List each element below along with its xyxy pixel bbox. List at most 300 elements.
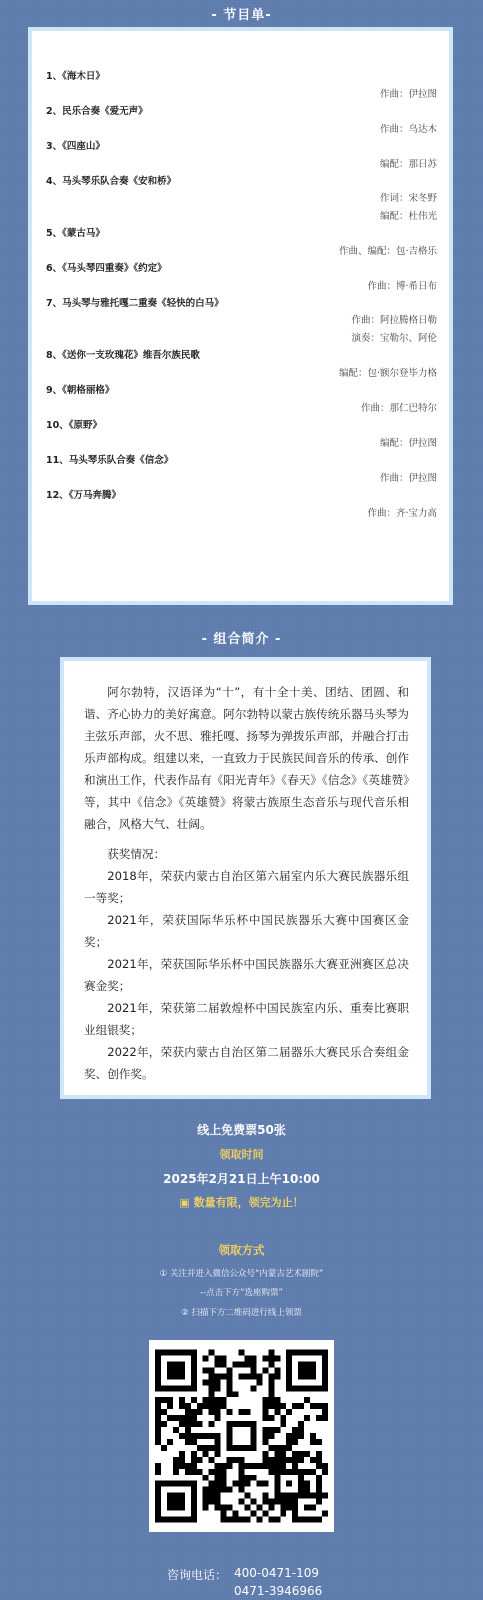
qr-module [250,1499,256,1505]
qr-module [274,1409,280,1415]
qr-code[interactable] [149,1340,334,1532]
qr-module [191,1451,197,1457]
qr-module [298,1427,304,1433]
qr-module [292,1439,298,1445]
qr-module [292,1511,298,1517]
qr-module [221,1397,227,1403]
qr-module [268,1427,274,1433]
qr-module [316,1439,322,1445]
program-item [46,139,437,174]
qr-module [203,1499,209,1505]
qr-module [274,1427,280,1433]
qr-module [215,1463,221,1469]
qr-module [233,1517,239,1523]
qr-module [268,1385,274,1391]
qr-module [215,1493,221,1499]
qr-code-icon [155,1346,328,1526]
qr-module [227,1517,233,1523]
qr-module [167,1415,173,1421]
qr-module [209,1487,215,1493]
program-item-title: 2、民乐合奏《爱无声》 [46,106,148,117]
qr-module [215,1397,221,1403]
qr-module [304,1451,310,1457]
program-item-credit: 作曲：齐·宝力高 [367,508,437,519]
qr-module [173,1415,179,1421]
qr-module [268,1457,274,1463]
qr-module [209,1367,215,1373]
qr-module [244,1409,250,1415]
qr-module [262,1403,268,1409]
qr-module [155,1427,161,1433]
intro-paragraph: 阿尔勃特，汉语译为“十”，有十全十美、团结、团圆、和谐、齐心协力的美好寓意。阿尔勃特以蒙古族传统乐器马头琴为主弦乐声部，火不思、雅托嘎、扬琴为弹拨乐声部，并融合打击乐声部构成。组建以来，一直致力于民族民间音乐的传承、创作和演出工作，代表作品有《阳光青年》《春天》《信念》《英雄赞》等，其中《信念》《英雄赞》将蒙古族原生态音乐与现代音乐相融合，风格大气、壮阔。 [84,685,409,831]
qr-module [268,1397,274,1403]
qr-module [262,1463,268,1469]
qr-module [197,1457,203,1463]
qr-module [250,1463,256,1469]
qr-module [227,1409,233,1415]
qr-module [268,1403,274,1409]
qr-module [227,1373,233,1379]
qr-module [268,1445,274,1451]
qr-module [209,1445,215,1451]
program-item [46,104,437,139]
qr-module [203,1487,209,1493]
qr-module [262,1367,268,1373]
qr-module [310,1433,316,1439]
program-item-title: 1、《海木日》 [46,71,105,82]
qr-module [209,1403,215,1409]
qr-module [215,1469,221,1475]
qr-module [268,1433,274,1439]
qr-module [185,1403,191,1409]
qr-module [250,1367,256,1373]
qr-module [239,1350,245,1356]
program-item-title: 6、《马头琴四重奏》《约定》 [46,263,167,274]
qr-module [298,1517,304,1523]
qr-module [292,1457,298,1463]
qr-module [304,1493,310,1499]
qr-module [221,1403,227,1409]
qr-module [268,1469,274,1475]
qr-module [322,1403,328,1409]
program-item [46,69,437,104]
qr-module [250,1475,256,1481]
qr-module [215,1355,221,1361]
qr-module [197,1403,203,1409]
qr-module [167,1397,173,1403]
qr-module [173,1463,179,1469]
qr-module [233,1511,239,1517]
qr-module [221,1355,227,1361]
program-item [46,348,437,383]
qr-module [173,1469,179,1475]
qr-module [250,1361,256,1367]
qr-module [209,1493,215,1499]
program-item-credit: 作曲：伊拉图 [379,89,437,100]
qr-module [316,1487,322,1493]
qr-module [316,1493,322,1499]
qr-module [215,1415,221,1421]
qr-module [286,1457,292,1463]
qr-module [197,1421,203,1427]
program-item-credit: 作曲：乌达木 [379,124,437,135]
program-item-title: 7、马头琴与雅托嘎二重奏《轻快的白马》 [46,298,224,309]
qr-module [173,1427,179,1433]
qr-module [304,1517,310,1523]
qr-module [155,1397,161,1403]
qr-module [179,1415,185,1421]
qr-module [191,1415,197,1421]
qr-module [191,1457,197,1463]
program-item-credit: 作词：宋冬野 [379,193,437,204]
qr-module [322,1409,328,1415]
qr-module [322,1463,328,1469]
qr-module [239,1481,245,1487]
program-item-title: 5、《蒙古马》 [46,228,105,239]
qr-module [250,1511,256,1517]
qr-module [239,1517,245,1523]
qr-module [185,1421,191,1427]
contact-phone-1[interactable]: 400-0471-109 [234,1566,320,1580]
qr-module [155,1409,161,1415]
qr-module [233,1361,239,1367]
qr-module [268,1517,274,1523]
qr-module [304,1397,310,1403]
qr-module [179,1451,185,1457]
qr-module [209,1469,215,1475]
qr-module [268,1350,274,1356]
program-item [46,174,437,226]
qr-module [215,1499,221,1505]
qr-module [203,1403,209,1409]
qr-module [209,1385,215,1391]
qr-module [262,1439,268,1445]
qr-module [262,1451,268,1457]
qr-module [280,1511,286,1517]
qr-module [268,1361,274,1367]
program-item [46,296,437,348]
program-item-credit: 作曲：伊拉图 [379,473,437,484]
ticket-time-value: 2025年2月21日上午10:00 [163,1172,320,1186]
program-item [46,488,437,523]
qr-module [227,1505,233,1511]
qr-module [268,1355,274,1361]
intro-heading: - 组合简介 - [201,632,282,647]
qr-module [203,1505,209,1511]
qr-module [209,1379,215,1385]
qr-module [274,1517,280,1523]
qr-module [215,1487,221,1493]
qr-module [155,1421,161,1427]
qr-module [262,1457,268,1463]
qr-module [244,1475,250,1481]
qr-module [179,1457,185,1463]
program-item [46,418,437,453]
qr-module [316,1475,322,1481]
program-item-credit: 作曲、编配：包·吉格乐 [338,246,437,257]
qr-module [250,1355,256,1361]
qr-module [233,1391,239,1397]
qr-module [203,1445,209,1451]
qr-module [215,1475,221,1481]
qr-module [292,1433,298,1439]
qr-module [268,1379,274,1385]
qr-module [185,1415,191,1421]
qr-module [227,1391,233,1397]
contact-phone-2[interactable]: 0471-3946966 [234,1584,323,1598]
qr-module [298,1421,304,1427]
qr-module [292,1463,298,1469]
qr-module [239,1475,245,1481]
qr-module [209,1350,215,1356]
qr-module [155,1415,161,1421]
qr-module [298,1433,304,1439]
qr-module [167,1403,173,1409]
program-item [46,453,437,488]
qr-module [221,1463,227,1469]
qr-module [227,1457,233,1463]
qr-module [286,1505,292,1511]
qr-module [256,1373,262,1379]
qr-module [274,1445,280,1451]
qr-module [274,1403,280,1409]
program-card [28,27,453,605]
program-item [46,226,437,261]
program-item-title: 10、《原野》 [46,420,102,431]
qr-module [209,1433,215,1439]
qr-module [221,1517,227,1523]
qr-module [256,1517,262,1523]
qr-module [239,1361,245,1367]
awards-label: 获奖情况： [107,847,166,861]
qr-module [268,1463,274,1469]
qr-module [286,1439,292,1445]
qr-module [244,1463,250,1469]
qr-module [185,1427,191,1433]
qr-module [244,1493,250,1499]
program-list [32,31,449,601]
qr-module [185,1469,191,1475]
qr-module [209,1421,215,1427]
qr-module [197,1445,203,1451]
qr-module [191,1409,197,1415]
ticket-step: ② 扫描下方二维码进行线上领票 [181,1308,302,1318]
qr-module [250,1385,256,1391]
ticket-headline: 线上免费票50张 [197,1123,286,1137]
qr-module [179,1421,185,1427]
qr-module [239,1499,245,1505]
qr-module [239,1469,245,1475]
qr-module [179,1433,185,1439]
qr-module [227,1367,233,1373]
qr-module [268,1415,274,1421]
qr-module [310,1505,316,1511]
qr-module [227,1385,233,1391]
qr-module [197,1469,203,1475]
qr-module [215,1481,221,1487]
qr-module [316,1403,322,1409]
qr-module [197,1433,203,1439]
qr-module [262,1355,268,1361]
ticket-method-label: 领取方式 [218,1243,265,1257]
award-item: 2021年，荣获国际华乐杯中国民族器乐大赛中国赛区金奖； [84,913,409,949]
qr-module [268,1373,274,1379]
qr-module [203,1433,209,1439]
qr-module [244,1355,250,1361]
qr-module [203,1451,209,1457]
qr-module [203,1475,209,1481]
qr-module [304,1415,310,1421]
qr-module [280,1463,286,1469]
qr-module [209,1499,215,1505]
qr-module [310,1469,316,1475]
qr-module [215,1451,221,1457]
program-item-title: 4、马头琴乐队合奏《安和桥》 [46,176,177,187]
qr-module [239,1373,245,1379]
program-item-credit: 编配：杜伟光 [379,211,437,222]
program-item-title: 8、《送你一支玫瑰花》维吾尔族民歌 [46,350,200,361]
award-item: 2021年，荣获国际华乐杯中国民族器乐大赛亚洲赛区总决赛金奖； [84,957,409,993]
qr-module [262,1499,268,1505]
qr-module [262,1415,268,1421]
qr-module [292,1403,298,1409]
ticket-step: --点击下方“选座购票” [200,1288,283,1298]
intro-card [60,657,431,1099]
qr-module [316,1451,322,1457]
qr-module [155,1433,161,1439]
qr-module [274,1373,280,1379]
qr-module [316,1415,322,1421]
qr-module [274,1397,280,1403]
qr-module [256,1505,262,1511]
qr-module [280,1403,286,1409]
qr-module [280,1451,286,1457]
qr-module [280,1415,286,1421]
qr-module [215,1505,221,1511]
qr-module [197,1409,203,1415]
qr-module [221,1373,227,1379]
contact-label: 咨询电话： [167,1568,228,1582]
ticket-step: ① 关注并进入微信公众号“内蒙古艺术剧院” [159,1269,324,1279]
qr-module [215,1385,221,1391]
qr-module [233,1481,239,1487]
qr-module [221,1361,227,1367]
qr-module [215,1403,221,1409]
qr-module [262,1397,268,1403]
qr-module [161,1397,167,1403]
qr-module [316,1457,322,1463]
qr-module [292,1451,298,1457]
qr-module [244,1517,250,1523]
qr-module [221,1475,227,1481]
qr-module [215,1409,221,1415]
award-item: 2018年，荣获内蒙古自治区第六届室内乐大赛民族器乐组一等奖； [84,869,409,905]
program-item-credit: 编配：伊拉图 [379,438,437,449]
qr-module [274,1499,280,1505]
qr-module [310,1493,316,1499]
qr-module [191,1397,197,1403]
qr-module [322,1469,328,1475]
qr-module [209,1457,215,1463]
program-item-title: 3、《四座山》 [46,141,105,152]
qr-module [304,1505,310,1511]
qr-module [203,1367,209,1373]
program-item-credit: 作曲：博·希日布 [367,281,437,292]
qr-module [239,1487,245,1493]
qr-module [280,1457,286,1463]
qr-module [203,1379,209,1385]
qr-module [286,1409,292,1415]
qr-module [250,1373,256,1379]
qr-module [233,1457,239,1463]
qr-module [191,1463,197,1469]
qr-module [256,1379,262,1385]
qr-module [221,1481,227,1487]
qr-module [161,1409,167,1415]
qr-module [316,1463,322,1469]
qr-module [274,1355,280,1361]
qr-module [215,1445,221,1451]
program-item-title: 12、《万马奔腾》 [46,490,121,501]
qr-module [292,1505,298,1511]
qr-module [244,1373,250,1379]
qr-module [239,1463,245,1469]
qr-module [155,1439,161,1445]
qr-module [304,1469,310,1475]
qr-module [161,1445,167,1451]
qr-module [292,1499,298,1505]
qr-module [215,1433,221,1439]
qr-module [239,1457,245,1463]
qr-module [215,1373,221,1379]
qr-module [298,1457,304,1463]
qr-module [274,1463,280,1469]
qr-module [227,1487,233,1493]
qr-module [274,1451,280,1457]
award-item: 2022年，荣获内蒙古自治区第二届器乐大赛民乐合奏组金奖、创作奖。 [84,1045,409,1081]
qr-module [310,1403,316,1409]
qr-module [209,1391,215,1397]
qr-module [179,1403,185,1409]
qr-module [316,1499,322,1505]
ticket-limit-note: ▣ 数量有限，领完为止！ [179,1196,304,1209]
qr-module [286,1499,292,1505]
qr-module [256,1481,262,1487]
qr-module [191,1439,197,1445]
program-item-credit: 编配：包·额尔登毕力格 [338,368,437,379]
qr-module [185,1463,191,1469]
program-item [46,383,437,418]
qr-module [322,1415,328,1421]
ticket-time-label: 领取时间 [219,1148,264,1161]
qr-module [274,1457,280,1463]
qr-module [280,1505,286,1511]
award-item: 2021年，荣获第二届敦煌杯中国民族室内乐、重奏比赛职业组银奖； [84,1001,409,1037]
qr-module [256,1463,262,1469]
qr-module [215,1379,221,1385]
qr-module [280,1499,286,1505]
qr-module [262,1481,268,1487]
qr-module [155,1463,161,1469]
qr-module [191,1421,197,1427]
qr-module [203,1397,209,1403]
qr-module [221,1505,227,1511]
qr-module [304,1487,310,1493]
qr-module [274,1367,280,1373]
qr-module [244,1481,250,1487]
qr-module [191,1433,197,1439]
qr-module [215,1439,221,1445]
